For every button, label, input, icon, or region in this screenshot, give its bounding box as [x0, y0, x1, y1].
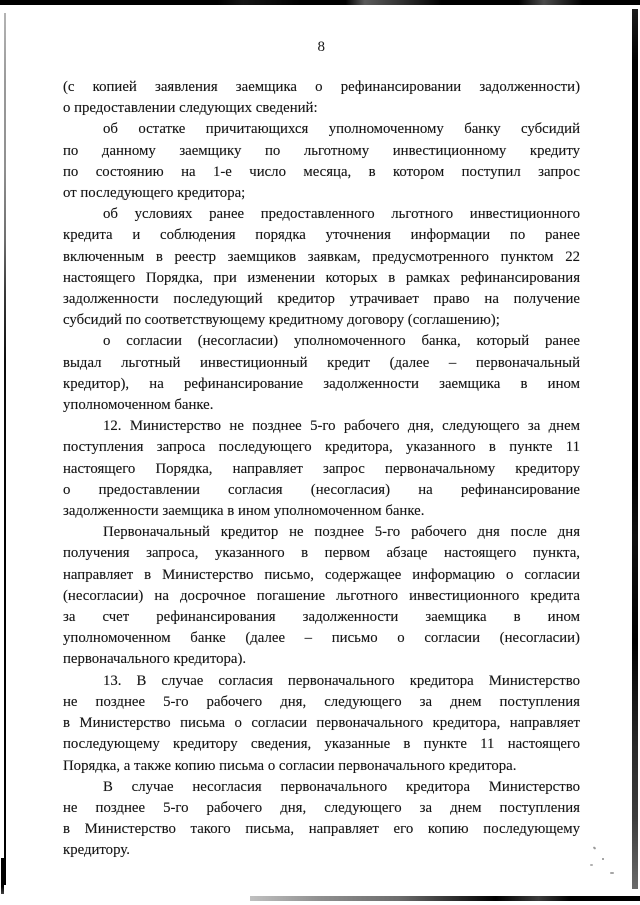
text-line: (несогласии) на досрочное погашение льготного инвестиционного кредита — [63, 587, 580, 604]
text-line: за счет рефинансирования задолженности заемщика в ином — [63, 609, 580, 626]
text-line: в Министерство письма о согласии первоначального кредитора, направляет — [63, 715, 580, 732]
text-line: выдал льготный инвестиционный кредит (далее – первоначальный — [63, 354, 580, 371]
text-line: последующему кредитору сведения, указанные в пункте 11 настоящего — [63, 736, 580, 753]
text-line: уполномоченном банке. — [63, 397, 214, 414]
text-line: об условиях ранее предоставленного льготного инвестиционного — [103, 206, 580, 223]
scan-edge-left — [4, 13, 6, 885]
text-line: 13. В случае согласия первоначального кредитора Министерство — [103, 672, 580, 689]
text-line: задолженности заемщика в ином уполномоченном банке. — [63, 503, 425, 520]
text-line: о согласии (несогласии) уполномоченного банка, который ранее — [103, 333, 580, 350]
paragraph — [63, 77, 580, 119]
text-line: задолженности последующий кредитор утрачивает право на получение — [63, 291, 580, 308]
text-line: включенным в реестр заемщиков заявкам, предусмотренного пунктом 22 — [63, 248, 580, 265]
scan-speck — [593, 846, 597, 849]
text-line: настоящего Порядка, направляет запрос первоначальному кредитору — [63, 460, 580, 477]
text-line: направляет в Министерство письмо, содержащее информацию о согласии — [63, 566, 580, 583]
text-line: Первоначальный кредитор не позднее 5-го рабочего дня после дня — [103, 524, 580, 541]
text-line: первоначального кредитора). — [63, 651, 247, 668]
paragraph — [63, 671, 580, 777]
scan-edge-top — [0, 0, 640, 5]
text-line: субсидий по соответствующему кредитному договору (соглашению); — [63, 312, 500, 329]
text-line: уполномоченном банке (далее – письмо о согласии (несогласии) — [63, 630, 580, 647]
paragraph — [63, 522, 580, 670]
scan-speck — [602, 858, 604, 860]
scan-mark-bottom-left — [1, 858, 4, 894]
text-line: Порядка, а также копию письма о согласии первоначального кредитора. — [63, 757, 517, 774]
text-line: кредитору. — [63, 842, 130, 859]
text-line: о предоставлении следующих сведений: — [63, 100, 318, 117]
scan-speck — [590, 864, 593, 866]
paragraph — [63, 416, 580, 522]
text-line: по состоянию на 1-е число месяца, в котором поступил запрос — [63, 163, 580, 180]
text-line: об остатке причитающихся уполномоченному банку субсидий — [103, 121, 580, 138]
document-body — [63, 77, 580, 862]
text-line: не позднее 5-го рабочего дня, следующего за днем поступления — [63, 693, 580, 710]
text-line: получения запроса, указанного в первом абзаце настоящего пункта, — [63, 545, 580, 562]
text-line: кредита и соблюдения порядка уточнения информации по ранее — [63, 227, 580, 244]
text-line: в Министерство такого письма, направляет его копию последующему — [63, 821, 580, 838]
text-line: кредитор), на рефинансирование задолженности заемщика в ином — [63, 375, 580, 392]
text-line: настоящего Порядка, при изменении которых в рамках рефинансирования — [63, 269, 580, 286]
paragraph — [63, 777, 580, 862]
text-line: 12. Министерство не позднее 5-го рабочего дня, следующего за днем — [103, 418, 580, 435]
scan-edge-right — [632, 9, 638, 889]
text-line: от последующего кредитора; — [63, 185, 246, 202]
text-line: поступления запроса последующего кредитора, указанного в пункте 11 — [63, 439, 580, 456]
scan-speck — [610, 872, 614, 874]
page-number: 8 — [317, 39, 326, 55]
text-line: не позднее 5-го рабочего дня, следующего за днем поступления — [63, 799, 580, 816]
text-line: о предоставлении согласия (несогласия) на рефинансирование — [63, 481, 580, 498]
text-line: по данному заемщику по льготному инвестиционному кредиту — [63, 142, 580, 159]
paragraph — [63, 119, 580, 204]
text-line: В случае несогласия первоначального кредитора Министерство — [103, 778, 580, 795]
text-line: (с копией заявления заемщика о рефинансировании задолженности) — [63, 79, 580, 95]
scan-edge-bottom — [250, 896, 640, 901]
paragraph — [63, 331, 580, 416]
paragraph — [63, 204, 580, 331]
